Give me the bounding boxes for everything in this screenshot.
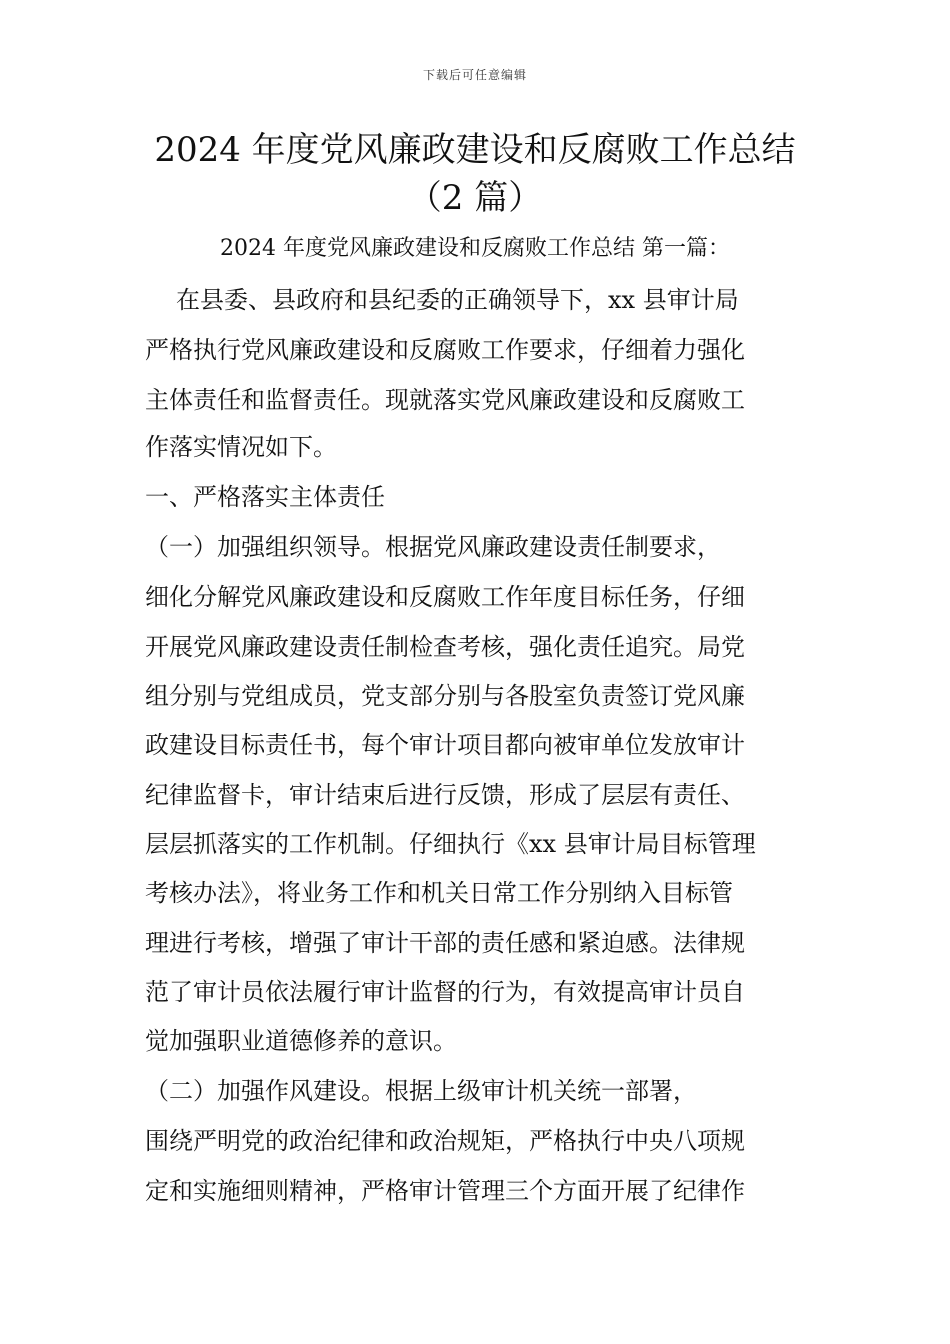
- header-note: 下载后可任意编辑: [422, 68, 527, 82]
- body-line: 政建设目标责任书，每个审计项目都向被审单位发放审计: [145, 731, 745, 759]
- body-line: （二）加强作风建设。根据上级审计机关统一部署，: [145, 1077, 697, 1105]
- body-line: （一）加强组织领导。根据党风廉政建设责任制要求，: [145, 533, 721, 561]
- body-line: 在县委、县政府和县纪委的正确领导下，xx 县审计局: [176, 286, 739, 314]
- section-heading: 一、严格落实主体责任: [145, 483, 385, 511]
- body-line: 作落实情况如下。: [145, 433, 337, 461]
- body-line: 围绕严明党的政治纪律和政治规矩，严格执行中央八项规: [145, 1127, 745, 1155]
- body-line: 细化分解党风廉政建设和反腐败工作年度目标任务，仔细: [145, 583, 745, 611]
- body-line: 开展党风廉政建设责任制检查考核，强化责任追究。局党: [145, 633, 745, 661]
- body-line: 层层抓落实的工作机制。仔细执行《xx 县审计局目标管理: [145, 830, 756, 858]
- body-line: 考核办法》，将业务工作和机关日常工作分别纳入目标管: [145, 879, 733, 907]
- body-line: 纪律监督卡，审计结束后进行反馈，形成了层层有责任、: [145, 781, 745, 809]
- document-title-continued: （2 篇）: [407, 178, 543, 218]
- body-line: 主体责任和监督责任。现就落实党风廉政建设和反腐败工: [145, 386, 745, 414]
- body-line: 范了审计员依法履行审计监督的行为，有效提高审计员自: [145, 978, 745, 1006]
- body-line: 定和实施细则精神，严格审计管理三个方面开展了纪律作: [145, 1177, 745, 1205]
- body-line: 组分别与党组成员，党支部分别与各股室负责签订党风廉: [145, 682, 745, 710]
- body-line: 严格执行党风廉政建设和反腐败工作要求，仔细着力强化: [145, 336, 745, 364]
- body-line: 理进行考核，增强了审计干部的责任感和紧迫感。法律规: [145, 929, 745, 957]
- document-title: 2024 年度党风廉政建设和反腐败工作总结: [154, 130, 796, 170]
- section-subtitle: 2024 年度党风廉政建设和反腐败工作总结 第一篇：: [220, 236, 730, 261]
- body-line: 觉加强职业道德修养的意识。: [145, 1027, 457, 1055]
